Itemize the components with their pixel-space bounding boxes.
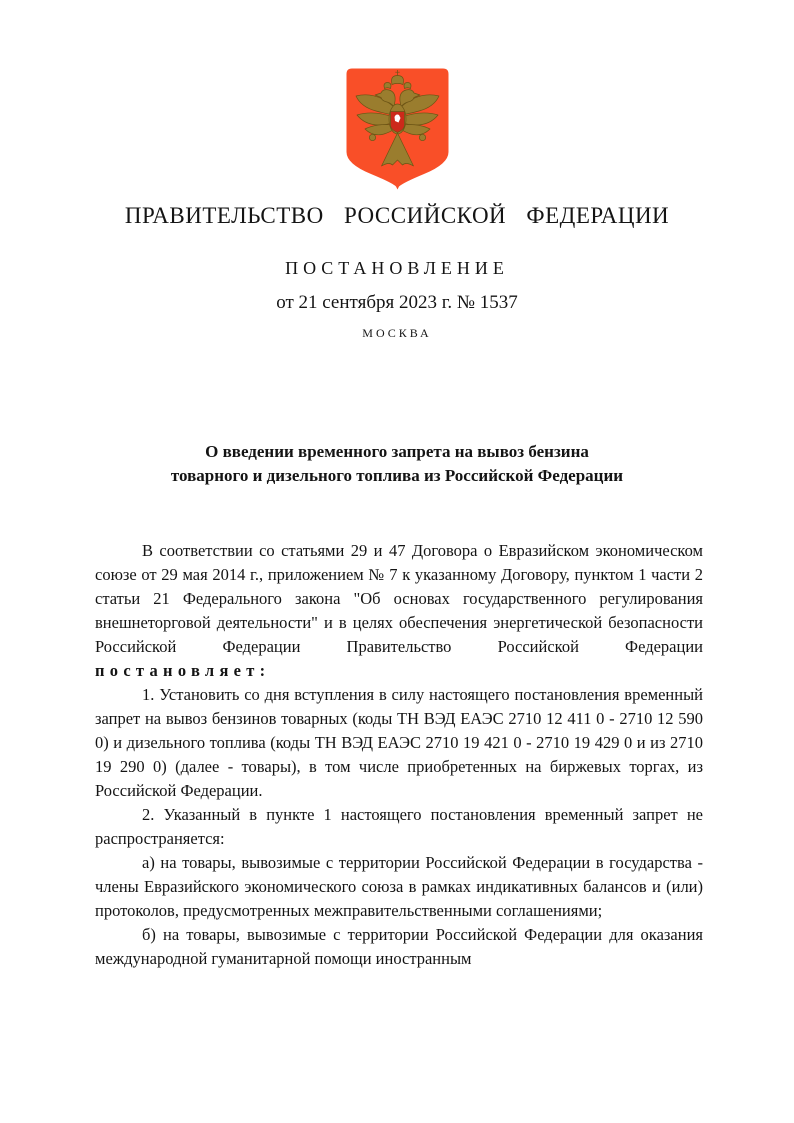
paragraph-subitem-a: а) на товары, вывозимые с территории Российской Федерации в государства - члены Евразийского экономического союза в рамках индикативных балансов и (или) протоколов, предусмотренных межправительственными соглашениями; (95, 853, 703, 920)
russia-coat-of-arms-icon (345, 67, 450, 190)
document-title-line1: О введении временного запрета на вывоз бензина (205, 442, 589, 461)
decree-word: постановляет: (95, 661, 271, 680)
date-and-number: от 21 сентября 2023 г. № 1537 (276, 292, 518, 313)
emblem-block (345, 0, 450, 190)
intro-paragraph (95, 539, 703, 683)
paragraph-item-1: 1. Установить со дня вступления в силу настоящего постановления временный запрет на вывоз бензинов товарных (коды ТН ВЭД ЕАЭС 2710 12 411 0 - 2710 12 590 0) и дизельного топлива (коды ТН ВЭД ЕАЭС 2710 19 421 0 - 2710 19 429 0 и из 2710 19 290 0) (далее - товары), в том числе приобретенных на биржевых торгах, из Российской Федерации. (95, 685, 703, 800)
city-label: МОСКВА (362, 326, 432, 340)
document-title-line2: товарного и дизельного топлива из Российской Федерации (170, 466, 624, 485)
paragraph-subitem-b: б) на товары, вывозимые с территории Российской Федерации для оказания международной гуманитарной помощи иностранным (95, 925, 703, 968)
document-title (0, 440, 794, 488)
intro-text: В соответствии со статьями 29 и 47 Договора о Евразийском экономическом союзе от 29 мая 2014 г., приложением № 7 к указанному Договору, пунктом 1 части 2 статьи 21 Федерального закона "Об основах государственного регулирования внешнеторговой деятельности" и в целях обеспечения энергетической безопасности Российской Федерации Правительство Российской Федерации (95, 541, 703, 656)
document-type-heading: ПОСТАНОВЛЕНИЕ (285, 258, 509, 278)
organization-name: ПРАВИТЕЛЬСТВО РОССИЙСКОЙ ФЕДЕРАЦИИ (124, 203, 670, 228)
paragraph-item-2: 2. Указанный в пункте 1 настоящего постановления временный запрет не распространяется: (95, 805, 703, 848)
document-body (95, 539, 703, 971)
